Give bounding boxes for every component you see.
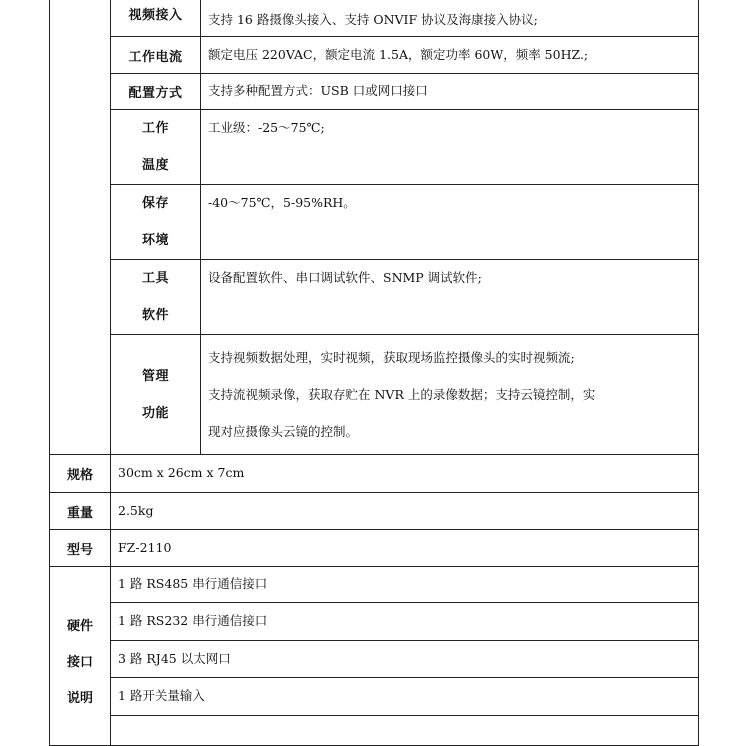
table-row (50, 37, 699, 74)
row-value-management (201, 335, 699, 455)
label-line: 硬件 (66, 619, 93, 634)
spec-table (49, 0, 699, 746)
hardware-item: 1 路开关量输入 (111, 678, 699, 716)
table-row (50, 0, 699, 37)
table-row (50, 603, 699, 641)
label-line: 工作 (141, 121, 169, 136)
row-value-config-mode: 支持多种配置方式：USB 口或网口接口 (201, 74, 699, 110)
hardware-item: 1 路 RS232 串行通信接口 (111, 603, 699, 641)
label-line: 功能 (141, 405, 169, 421)
value-line: 支持视频数据处理，实时视频，获取现场监控摄像头的实时视频流; (208, 350, 575, 365)
row-label-hardware (50, 567, 111, 746)
label-line: 温度 (141, 158, 169, 173)
label-line: 说明 (66, 691, 93, 706)
table-row (50, 567, 699, 603)
table-row (50, 185, 699, 260)
row-label-model: 型号 (50, 530, 111, 567)
label-line: 保存 (141, 196, 169, 211)
label-line: 管理 (141, 368, 169, 384)
row-value-work-temp: 工业级：-25～75℃; (201, 110, 699, 185)
row-label-storage-env (111, 185, 201, 260)
row-label-weight: 重量 (50, 493, 111, 530)
row-label-config-mode: 配置方式 (111, 74, 201, 110)
table-row (50, 493, 699, 530)
merged-blank-cell (50, 0, 111, 455)
table-row (50, 335, 699, 455)
label-line: 工具 (141, 271, 169, 286)
table-row (50, 260, 699, 335)
table-row (50, 110, 699, 185)
hardware-item-empty (111, 716, 699, 746)
value-line: 现对应摄像头云镜的控制。 (208, 424, 359, 439)
row-label-management (111, 335, 201, 455)
table-row (50, 678, 699, 716)
hardware-item: 3 路 RJ45 以太网口 (111, 641, 699, 678)
row-value-model: FZ-2110 (111, 530, 699, 567)
value-line: 支持流视频录像，获取存贮在 NVR 上的录像数据；支持云镜控制，实 (208, 387, 596, 402)
row-value-work-current: 额定电压 220VAC，额定电流 1.5A，额定功率 60W，频率 50HZ.; (201, 37, 699, 74)
row-label-work-current: 工作电流 (111, 37, 201, 74)
label-line: 接口 (66, 655, 93, 670)
row-value-storage-env: -40～75℃，5-95%RH。 (201, 185, 699, 260)
row-label-dimensions: 规格 (50, 455, 111, 493)
row-label-work-temp (111, 110, 201, 185)
label-line: 环境 (141, 233, 169, 248)
row-label-tool-software (111, 260, 201, 335)
hardware-item: 1 路 RS485 串行通信接口 (111, 567, 699, 603)
table-row (50, 455, 699, 493)
label-line: 软件 (141, 308, 169, 323)
row-label-video-input: 视频接入 (111, 0, 201, 37)
row-value-video-input: 支持 16 路摄像头接入、支持 ONVIF 协议及海康接入协议; (201, 0, 699, 37)
row-value-tool-software: 设备配置软件、串口调试软件、SNMP 调试软件; (201, 260, 699, 335)
row-value-weight: 2.5kg (111, 493, 699, 530)
table-row (50, 716, 699, 746)
table-row (50, 530, 699, 567)
table-row (50, 641, 699, 678)
row-value-dimensions: 30cm x 26cm x 7cm (111, 455, 699, 493)
table-row (50, 74, 699, 110)
